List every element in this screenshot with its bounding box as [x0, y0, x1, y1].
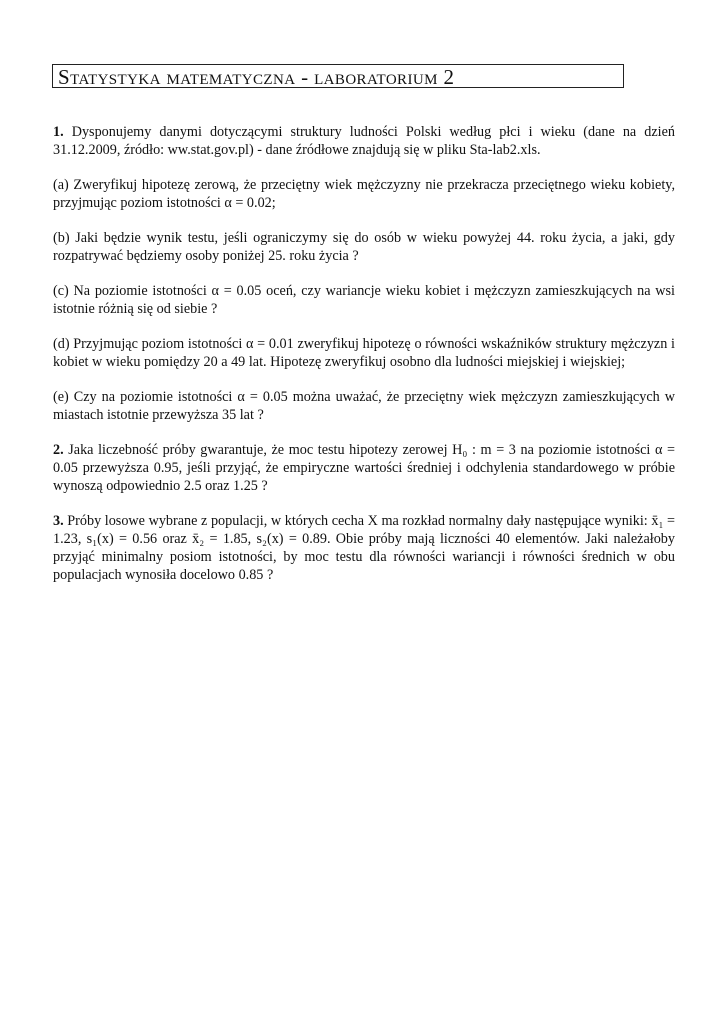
- problem-1-part-e: (e) Czy na poziomie istotności α = 0.05 można uważać, że przeciętny wiek mężczyzn zamieszkujących w miastach istotnie przewyższa 35 lat ?: [53, 389, 675, 423]
- problem-1-number: 1.: [53, 124, 64, 140]
- problem-3: [53, 512, 675, 584]
- problem-1-part-c: (c) Na poziomie istotności α = 0.05 oceń, czy wariancje wieku kobiet i mężczyzn zamieszkujących na wsi istotnie różnią się od siebie ?: [53, 283, 675, 317]
- document-body: [53, 123, 675, 601]
- problem-1-part-b: (b) Jaki będzie wynik testu, jeśli ograniczymy się do osób w wieku powyżej 44. roku życia, a jaki, gdy rozpatrywać będziemy osoby poniżej 25. roku życia ?: [53, 230, 675, 264]
- document-title: Statystyka matematyczna - laboratorium 2: [52, 64, 624, 88]
- problem-2: [53, 441, 675, 495]
- problem-1-part-d: (d) Przyjmując poziom istotności α = 0.01 zweryfikuj hipotezę o równości wskaźników struktury mężczyzn i kobiet w wieku pomiędzy 20 a 49 lat. Hipotezę zweryfikuj osobno dla ludności miejskiej i wiejskiej;: [53, 336, 675, 370]
- problem-1-intro: [53, 123, 675, 159]
- problem-1-text: Dysponujemy danymi dotyczącymi struktury ludności Polski według płci i wieku (dane na dzień 31.12.2009, źródło: ww.stat.gov.pl) - dane źródłowe znajdują się w pliku Sta-lab2.xls.: [53, 124, 675, 158]
- problem-2-number: 2.: [53, 442, 64, 458]
- problem-1-part-a: (a) Zweryfikuj hipotezę zerową, że przeciętny wiek mężczyzny nie przekracza przeciętnego wieku kobiety, przyjmując poziom istotności α = 0.02;: [53, 177, 675, 211]
- problem-2-text: Jaka liczebność próby gwarantuje, że moc testu hipotezy zerowej H₀ : m = 3 na poziomie istotności α = 0.05 przewyższa 0.95, jeśli przyjąć, że empiryczne wartości średniej i odchylenia standardowego w próbie wynoszą odpowiednio 2.5 oraz 1.25 ?: [53, 442, 676, 494]
- problem-3-number: 3.: [53, 513, 64, 529]
- problem-3-text: Próby losowe wybrane z populacji, w których cecha X ma rozkład normalny dały następujące wyniki: x̄₁ = 1.23, s₁(x) = 0.56 oraz x̄₂ = 1.85, s₂(x) = 0.89. Obie próby mają liczności 40 elementów. Jaki należałoby przyjąć minimalny posiom istotności, by moc testu dla równości wariancji i równości średnich w obu populacjach wynosiła docelowo 0.85 ?: [53, 513, 675, 583]
